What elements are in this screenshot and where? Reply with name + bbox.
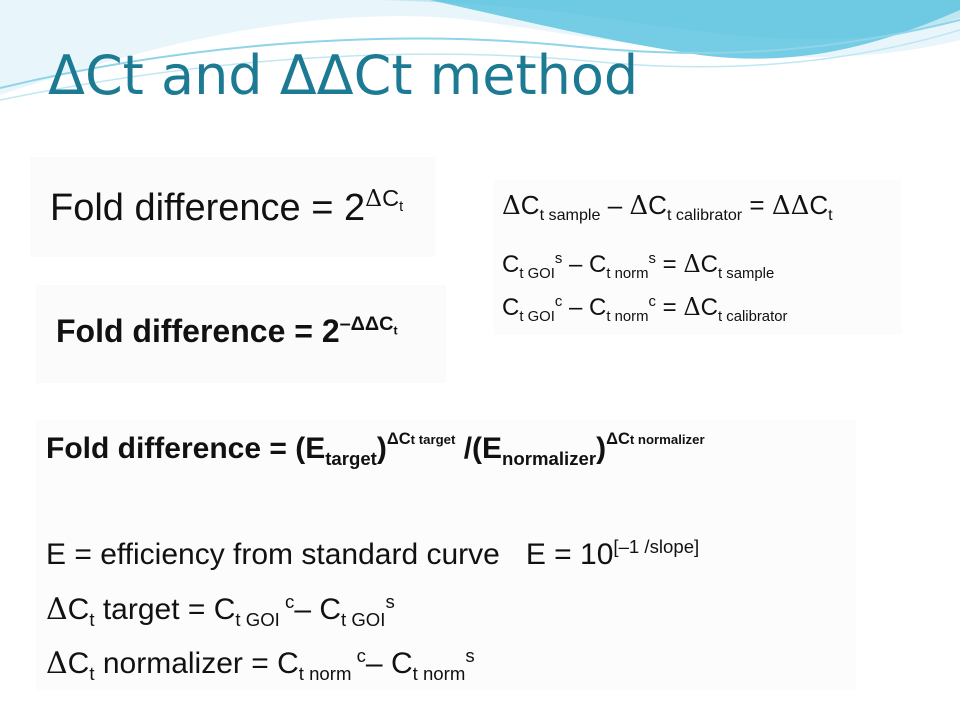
formula-efficiency-corrected [36, 420, 856, 690]
formula-fold-difference-ddct [36, 285, 446, 383]
equation-dct-sample: $C_{t GOI}^s - C_{t norm}^s = \Delta C_{t sample}$ [502, 250, 775, 282]
equation-efficiency: E = efficiency from standard curve E = 10[–1 /slope] [46, 536, 700, 571]
equation-dct-calibrator: $C_{t GOI}^c - C_{t norm}^c = \Delta C_{t calibrator}$ [502, 293, 788, 325]
equation: Fold difference = $2^{-\Delta\Delta C_t}$ [56, 313, 398, 349]
equation: Fold difference = $2^{\Delta C_t}$ [50, 184, 404, 229]
equation-ddct: $\Delta C_{t sample} - \Delta C_{t calibrator} = \Delta\Delta C_t$ [502, 190, 833, 225]
equation-fold-difference-pfaffl: Fold difference = $(E_{target})^{\Delta Ct target}$ $/(E_{normalizer})^{\Delta Ct normalizer}$ [46, 429, 705, 469]
equation-dct-normalizer: $\Delta C_t$ normalizer = $C_{t norm}$ $^c$– $C_{t norm}^s$ [46, 645, 475, 684]
formula-fold-difference-dct [30, 157, 435, 257]
equation-dct-target: $\Delta C_t$ target = $C_{t GOI}$ $^c$– $C_{t GOI}^s$ [46, 591, 395, 630]
slide-title: ΔCt and ΔΔCt method [48, 44, 639, 107]
formula-ddct-definitions [494, 180, 902, 335]
